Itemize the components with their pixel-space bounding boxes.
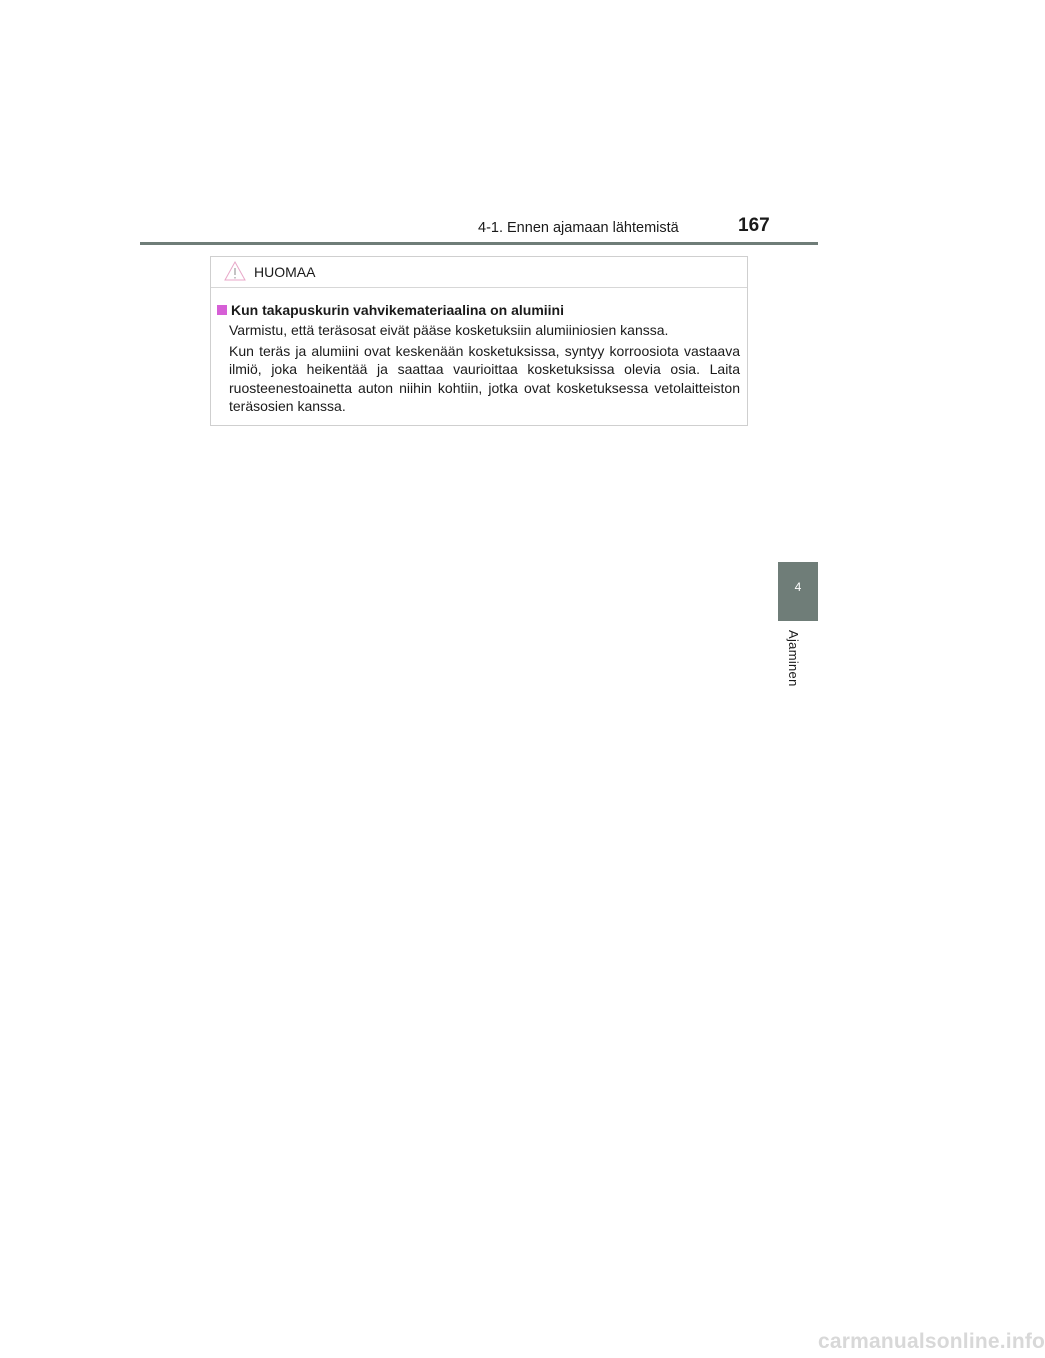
chapter-title: Ajaminen — [786, 630, 801, 687]
notice-paragraph-1: Varmistu, että teräsosat eivät pääse kosketuksiin alumiiniosien kanssa. — [229, 322, 669, 338]
chapter-tab: 4 — [778, 562, 818, 621]
header-rule — [140, 242, 818, 245]
watermark: carmanualsonline.info — [818, 1330, 1045, 1353]
section-title: 4-1. Ennen ajamaan lähtemistä — [478, 220, 679, 236]
square-bullet-icon — [217, 305, 227, 315]
notice-body — [217, 301, 740, 416]
notice-title: HUOMAA — [254, 264, 316, 280]
warning-triangle-icon — [224, 261, 246, 281]
subheading-text: Kun takapuskurin vahvikemateriaalina on alumiini — [231, 302, 564, 318]
notice-box — [210, 256, 748, 426]
page-number: 167 — [738, 215, 770, 236]
notice-header — [211, 257, 747, 288]
notice-paragraph-2: Kun teräs ja alumiini ovat keskenään kosketuksissa, syntyy korroosiota vastaava ilmiö, joka heikentää ja saattaa vaurioittaa kosketuksissa olevia osia. Laita ruosteenestoainetta auton niihin kohtiin, jotka ovat kosketuksessa vetolaitteiston teräsosien kanssa. — [229, 342, 740, 414]
notice-subheading — [217, 301, 740, 319]
